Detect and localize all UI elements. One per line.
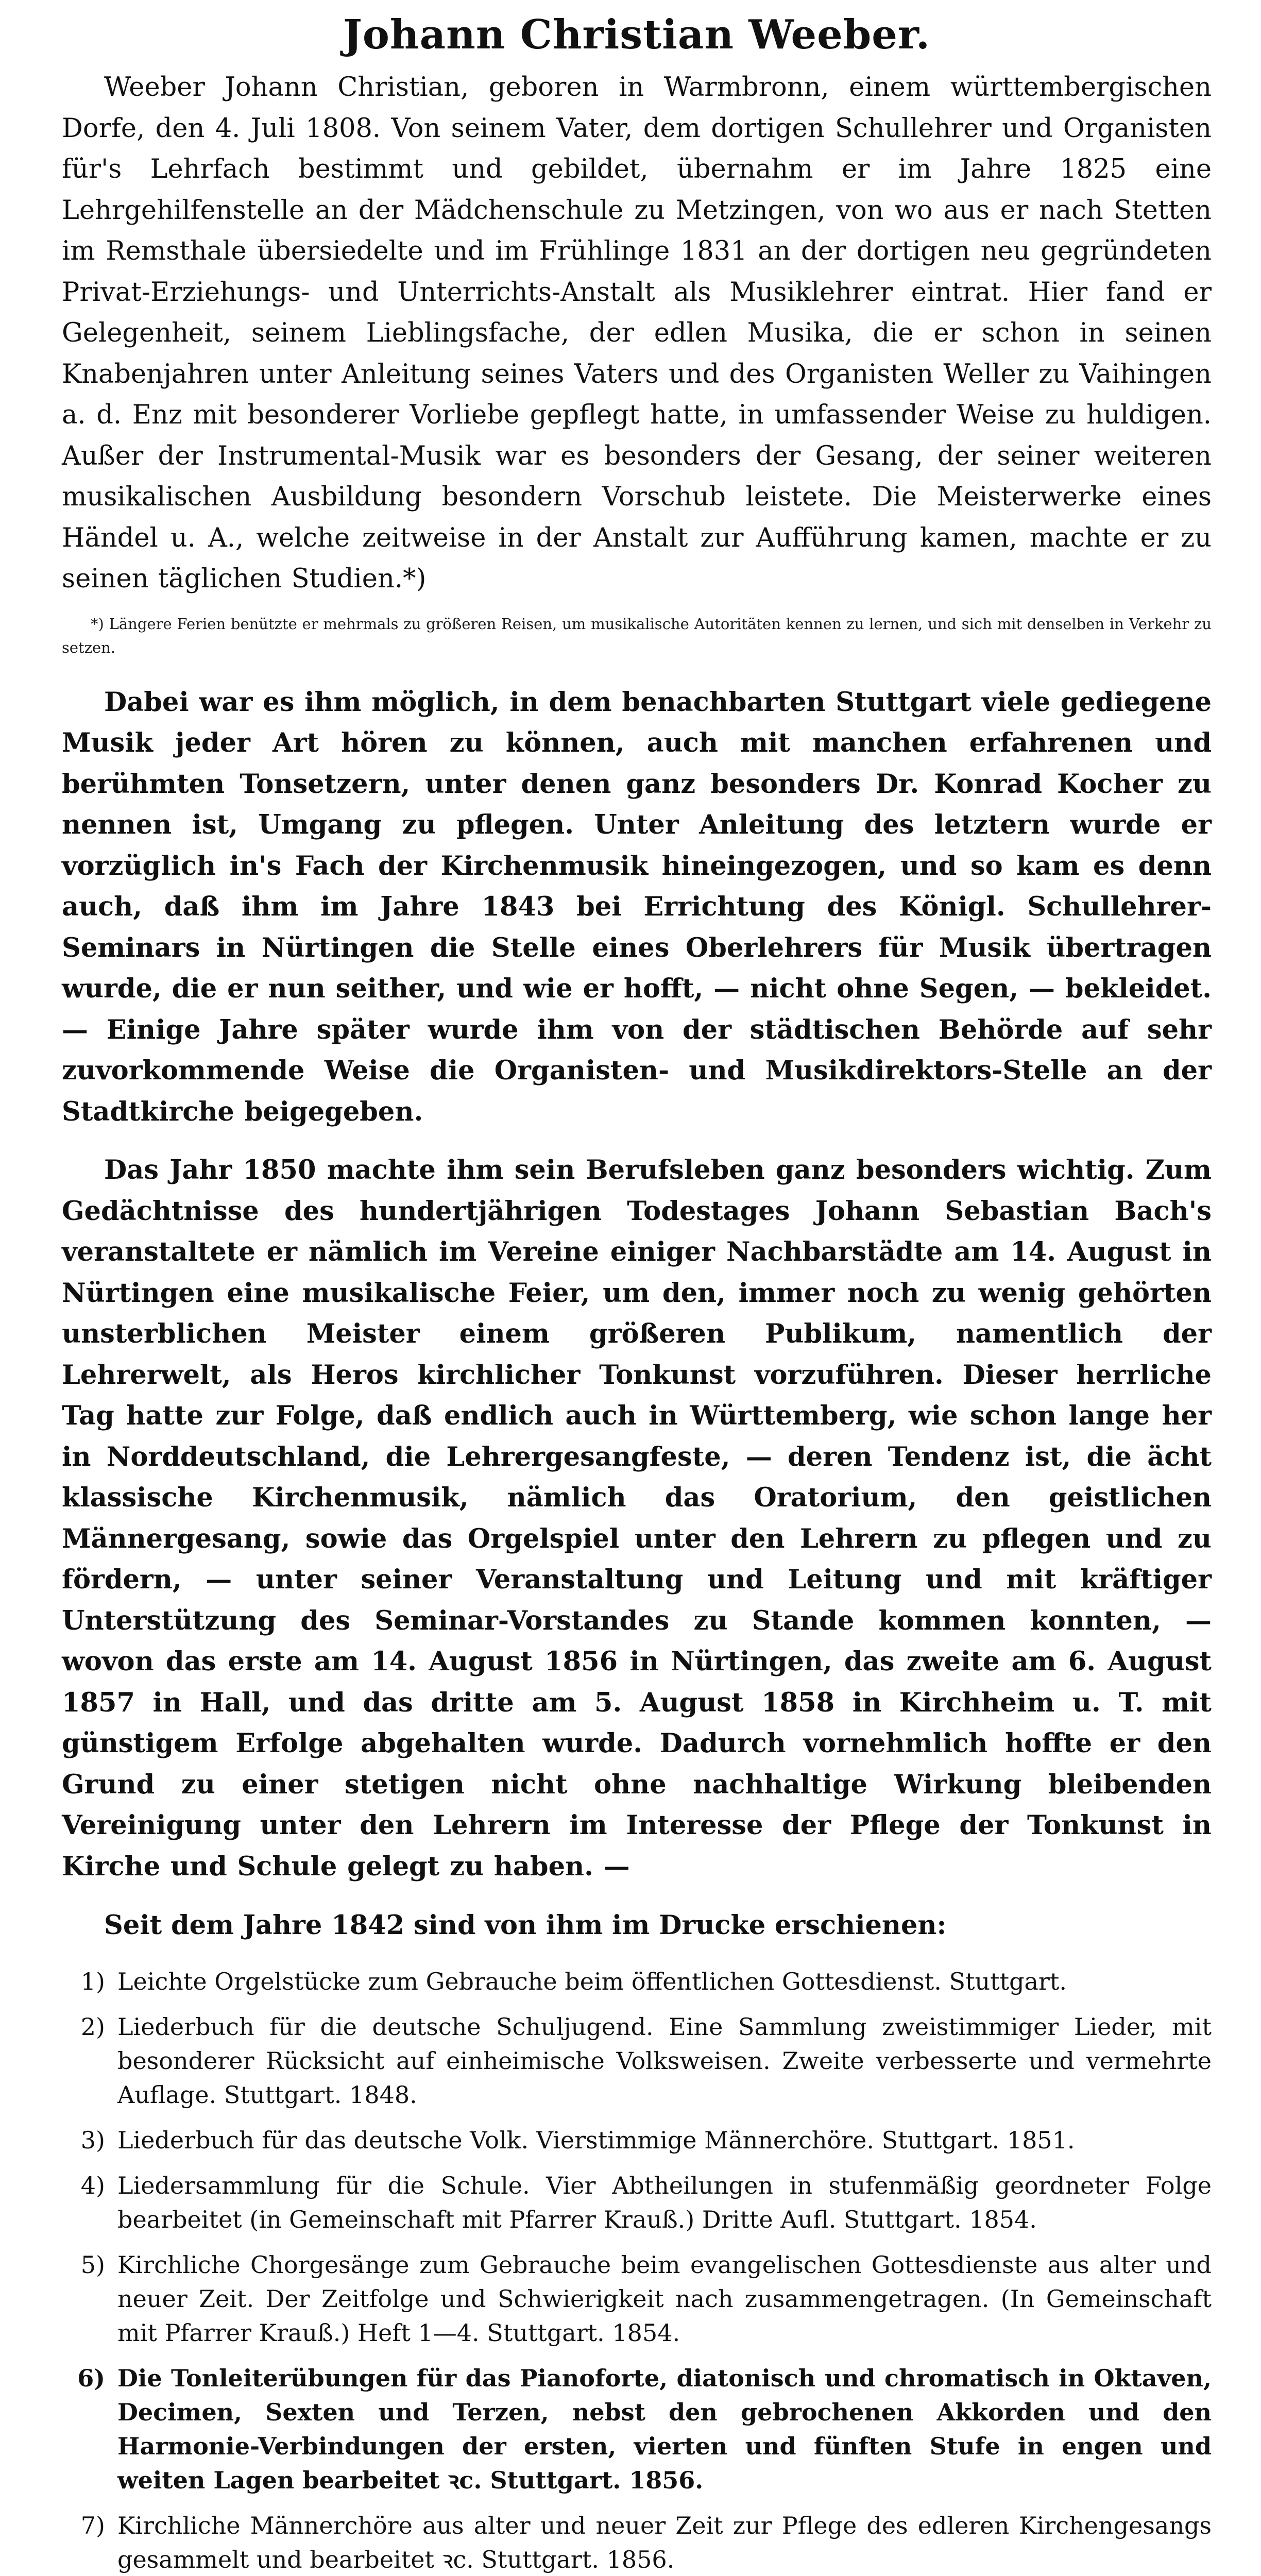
- work-item-7: [62, 2509, 1212, 2576]
- work-item-3: [62, 2123, 1212, 2157]
- work-text: Liederbuch für die deutsche Schuljugend. Eine Sammlung zweistimmiger Lieder, mit besonderer Rücksicht auf einheimische Volksweisen. Zweite verbesserte und vermehrte Auflage. Stuttgart. 1848.: [117, 2013, 1212, 2109]
- biography-paragraph-1: Weeber Johann Christian, geboren in Warmbronn, einem württembergischen Dorfe, den 4. Juli 1808. Von seinem Vater, dem dortigen Schullehrer und Organisten für's Lehrfach bestimmt und gebildet, übernahm er im Jahre 1825 eine Lehrgehilfenstelle an der Mädchenschule zu Metzingen, von wo aus er nach Stetten im Remsthale übersiedelte und im Frühlinge 1831 an der dortigen neu gegründeten Privat-Erziehungs- und Unterrichts-Anstalt als Musiklehrer eintrat. Hier fand er Gelegenheit, seinem Lieblingsfache, der edlen Musika, die er schon in seinen Knabenjahren unter Anleitung seines Vaters und des Organisten Weller zu Vaihingen a. d. Enz mit besonderer Vorliebe gepflegt hatte, in umfassender Weise zu huldigen. Außer der Instrumental-Musik war es besonders der Gesang, der seiner weiteren musikalischen Ausbildung besondern Vorschub leistete. Die Meisterwerke eines Händel u. A., welche zeitweise in der Anstalt zur Aufführung kamen, machte er zu seinen täglichen Studien.*): [62, 72, 1212, 594]
- works-list: [62, 1964, 1212, 2576]
- work-number: 4): [80, 2172, 105, 2199]
- work-text: Leichte Orgelstücke zum Gebrauche beim öffentlichen Gottesdienst. Stuttgart.: [117, 1968, 1067, 1995]
- work-number: 2): [80, 2013, 105, 2041]
- work-number: 5): [80, 2251, 105, 2279]
- work-item-4: [62, 2168, 1212, 2236]
- biography-paragraph-3: Das Jahr 1850 machte ihm sein Berufsleben ganz besonders wichtig. Zum Gedächtnisse des hundertjährigen Todestages Johann Sebastian Bach's veranstaltete er nämlich im Vereine einiger Nachbarstädte am 14. August in Nürtingen eine musikalische Feier, um den, immer noch zu wenig gehörten unsterblichen Meister einem größeren Publikum, namentlich der Lehrerwelt, als Heros kirchlicher Tonkunst vorzuführen. Dieser herrliche Tag hatte zur Folge, daß endlich auch in Württemberg, wie schon lange her in Norddeutschland, die Lehrergesangfeste, — deren Tendenz ist, die ächt klassische Kirchenmusik, nämlich das Oratorium, den geistlichen Männergesang, sowie das Orgelspiel unter den Lehrern zu pflegen und zu fördern, — unter seiner Veranstaltung und Leitung und mit kräftiger Unterstützung des Seminar-Vorstandes zu Stande kommen konnten, — wovon das erste am 14. August 1856 in Nürtingen, das zweite am 6. August 1857 in Hall, und das dritte am 5. August 1858 in Kirchheim u. T. mit günstigem Erfolge abgehalten wurde. Dadurch vornehmlich hoffte er den Grund zu einer stetigen nicht ohne nachhaltige Wirkung bleibenden Vereinigung unter den Lehrern im Interesse der Pflege der Tonkunst in Kirche und Schule gelegt zu haben. —: [62, 1155, 1212, 1882]
- work-text: Kirchliche Männerchöre aus alter und neuer Zeit zur Pflege des edleren Kirchengesangs gesammelt und bearbeitet ꝛc. Stuttgart. 1856.: [117, 2512, 1212, 2573]
- work-number: 6): [77, 2364, 105, 2392]
- biography-paragraph-2: Dabei war es ihm möglich, in dem benachbarten Stuttgart viele gediegene Musik jeder Art hören zu können, auch mit manchen erfahrenen und berühmten Tonsetzern, unter denen ganz besonders Dr. Konrad Kocher zu nennen ist, Umgang zu pflegen. Unter Anleitung des letztern wurde er vorzüglich in's Fach der Kirchenmusik hineingezogen, und so kam es denn auch, daß ihm im Jahre 1843 bei Errichtung des Königl. Schullehrer-Seminars in Nürtingen die Stelle eines Oberlehrers für Musik übertragen wurde, die er nun seither, und wie er hofft, — nicht ohne Segen, — bekleidet. — Einige Jahre später wurde ihm von der städtischen Behörde auf sehr zuvorkommende Weise die Organisten- und Musikdirektors-Stelle an der Stadtkirche beigegeben.: [62, 686, 1212, 1127]
- work-item-5: [62, 2248, 1212, 2350]
- work-item-1: [62, 1964, 1212, 1998]
- work-text: Kirchliche Chorgesänge zum Gebrauche beim evangelischen Gottesdienste aus alter und neuer Zeit. Der Zeitfolge und Schwierigkeit nach zusammengetragen. (In Gemeinschaft mit Pfarrer Krauß.) Heft 1—4. Stuttgart. 1854.: [117, 2251, 1212, 2347]
- work-item-2: [62, 2010, 1212, 2112]
- work-number: 1): [80, 1968, 105, 1995]
- work-item-6: [62, 2361, 1212, 2497]
- page-title: Johann Christian Weeber.: [343, 11, 930, 58]
- footnote: *) Längere Ferien benützte er mehrmals zu größeren Reisen, um musikalische Autoritäten kennen zu lernen, und sich mit denselben in Verkehr zu setzen.: [62, 615, 1212, 656]
- works-heading: Seit dem Jahre 1842 sind von ihm im Drucke erschienen:: [104, 1910, 947, 1941]
- work-text: Die Tonleiterübungen für das Pianoforte, diatonisch und chromatisch in Oktaven, Decimen, Sexten und Terzen, nebst den gebrochenen Akkorden und den Harmonie-Verbindungen der ersten, vierten und fünften Stufe in engen und weiten Lagen bearbeitet ꝛc. Stuttgart. 1856.: [117, 2364, 1212, 2494]
- work-text: Liederbuch für das deutsche Volk. Vierstimmige Männerchöre. Stuttgart. 1851.: [117, 2126, 1075, 2154]
- work-text: Liedersammlung für die Schule. Vier Abtheilungen in stufenmäßig geordneter Folge bearbeitet (in Gemeinschaft mit Pfarrer Krauß.) Dritte Aufl. Stuttgart. 1854.: [117, 2172, 1212, 2233]
- work-number: 7): [80, 2512, 105, 2539]
- work-number: 3): [80, 2126, 105, 2154]
